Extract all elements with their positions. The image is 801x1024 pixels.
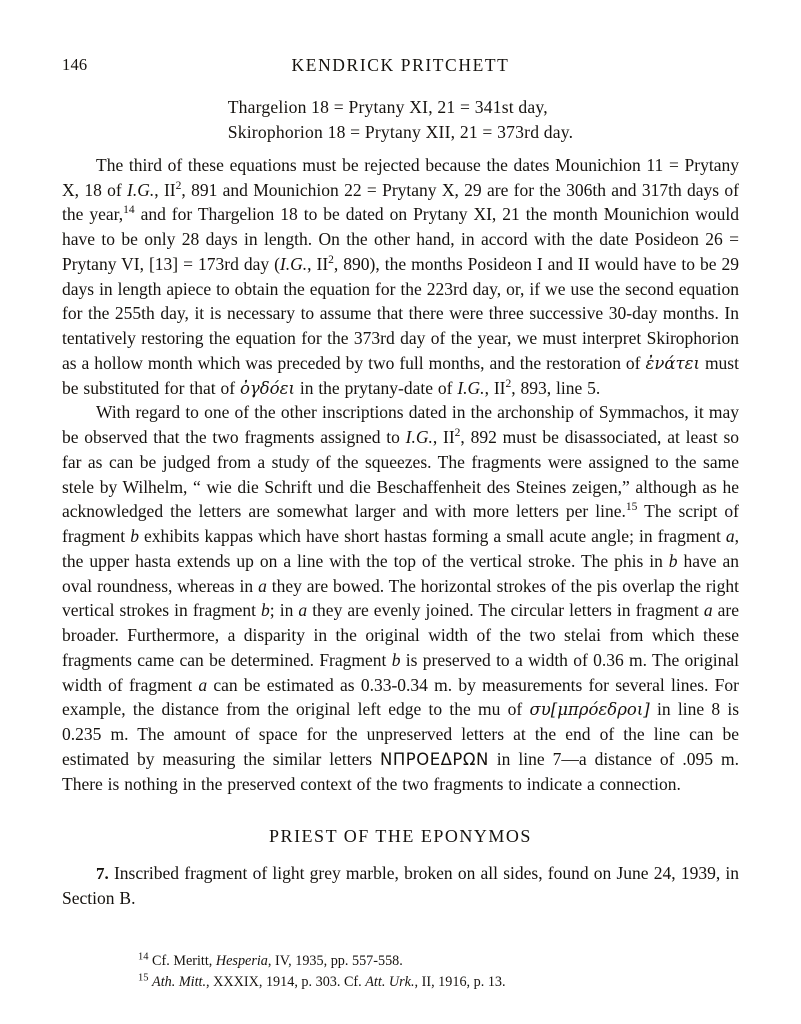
catalog-number: 7. <box>96 864 109 884</box>
folio-number: 146 <box>62 55 88 74</box>
section-heading: PRIEST OF THE EPONYMOS <box>269 826 532 847</box>
text-run: can be estimated as 0.33-0.34 m. by measurements for several lines. For example, the distance from the original left edge to the mu of <box>62 674 739 720</box>
greek-epigraphic-letters: ΝΠΡΟΕΔΡΩΝ <box>380 749 489 769</box>
citation-ig: I.G. <box>279 253 308 274</box>
footnote-ref-15: 15 <box>625 501 638 514</box>
text-run: in the prytany-date of <box>294 377 458 398</box>
text-run: , II <box>154 179 176 200</box>
superscript: 2 <box>175 179 182 192</box>
journal-title: Att. Urk. <box>365 973 415 990</box>
fragment-label-b: b <box>391 649 401 670</box>
superscript: 2 <box>454 427 461 440</box>
text-run: , II <box>307 253 329 274</box>
journal-title: Hesperia <box>215 953 268 970</box>
text-run: in line 7—a distance of .095 m. There is nothing in the preserved context of the two fragments to indicate a connection. <box>62 748 739 794</box>
greek-word-enatei: ἐνάτει <box>645 353 700 373</box>
equation-line: Thargelion 18 = Prytany XI, 21 = 341st day, <box>227 97 548 117</box>
text-run: Inscribed fragment of light grey marble, broken on all sides, found on June 24, 1939, in Section <box>62 863 739 909</box>
footnote-14 <box>138 951 739 972</box>
paragraph-third-equation <box>62 153 739 401</box>
superscript: 2 <box>505 377 512 390</box>
fragment-label-a: a <box>725 526 735 547</box>
text-run: , II, 1916, p. 13. <box>414 973 506 990</box>
journal-title: Ath. Mitt. <box>152 973 207 990</box>
paragraph-fragments <box>62 400 739 796</box>
text-run: , IV, 1935, pp. 557-558. <box>267 953 403 970</box>
citation-ig: I.G. <box>127 179 155 200</box>
text-run: , II <box>432 427 455 448</box>
text-run: they are bowed. The horizontal strokes of the pis overlap the right vertical strokes in fragment <box>62 575 739 621</box>
fragment-label-b: b <box>668 550 678 571</box>
greek-word-ogdoei: ὀγδόει <box>239 378 295 398</box>
text-run: With regard to one of the other inscriptions dated in the archonship of Symmachos, it may be observed that the two fragments assigned to <box>62 402 739 448</box>
text-run: . <box>131 888 136 909</box>
text-run: , II <box>484 377 506 398</box>
footnote-ref-14: 14 <box>123 204 135 217</box>
text-run: The third of these equations must be rejected because the dates Mounichion 11 = Prytany X, 18 of <box>62 154 739 200</box>
text-run: , XXXIX, 1914, p. 303. Cf. <box>206 973 366 990</box>
text-run: and for Thargelion 18 to be dated on Prytany XI, 21 the month Mounichion would have to be only 28 days in length. On the other hand, in accord with the date Posideon 26 = Prytany VI, [13] = 173rd day ( <box>62 204 739 274</box>
fragment-label-a: a <box>258 575 267 596</box>
text-run: is preserved to a width of 0.36 m. The original width of fragment <box>62 649 739 695</box>
running-head: KENDRICK PRITCHETT <box>291 55 510 75</box>
catalog-entry-7 <box>62 861 739 911</box>
fragment-label-b: b <box>261 600 270 621</box>
text-run: , 892 must be disassociated, at least so far as can be judged from a study of the squeezes. The fragments were assigned to the same stele by Wilhelm, “ wie die Schrift und die Beschaffenheit des Steines zeigen,” although as he acknowledged the letters are somewhat larger and with more letters per line. <box>62 427 740 522</box>
page-header <box>62 55 739 85</box>
fragment-label-a: a <box>703 600 713 621</box>
text-run: they are evenly joined. The circular letters in fragment <box>307 600 704 621</box>
greek-word-symproedroi: συ[μπρόεδροι] <box>529 700 650 720</box>
citation-ig: I.G. <box>457 377 485 398</box>
text-run: Cf. Meritt, <box>148 953 216 970</box>
text-run: exhibits kappas which have short hastas forming a small acute angle; in fragment <box>138 526 726 547</box>
superscript: 2 <box>328 254 334 267</box>
fragment-label-b: b <box>130 526 139 547</box>
text-run: , 890), the months Posideon I and II would have to be 29 days in length apiece to obtain the equation for the 223rd day, or, if we use the second equation for the 255th day, it is necessary to assume that there were three successive 30-day months. In tentatively restoring the equation for the 373rd day of the year, we must interpret Skirophorion as a hollow month which was preceded by two full months, and the restoration of <box>62 253 739 373</box>
text-run: are broader. Furthermore, a disparity in the original width of the two stelai from which these fragments came can be determined. Fragment <box>62 600 739 670</box>
footnote-marker: 14 <box>138 951 149 963</box>
section-letter: B <box>119 888 132 909</box>
text-run: ; in <box>269 600 299 621</box>
footnote-15 <box>138 972 739 993</box>
footnote-marker: 15 <box>138 972 149 984</box>
footnotes <box>62 951 739 992</box>
text-run: , the upper hasta extends up on a line with the top of the vertical stroke. The phis in <box>62 526 739 571</box>
equation-block <box>62 95 739 145</box>
citation-ig: I.G. <box>405 427 433 448</box>
text-run: have an oval roundness, whereas in <box>62 550 739 596</box>
text-run: , 893, line 5. <box>511 377 601 398</box>
equation-line: Skirophorion 18 = Prytany XII, 21 = 373rd day. <box>227 121 574 142</box>
text-run: must be substituted for that of <box>62 352 739 398</box>
text-run: in line 8 is 0.235 m. The amount of space for the unpreserved letters at the end of the line can be estimated by measuring the similar letters <box>62 699 740 769</box>
text-run: , 891 and Mounichion 22 = Prytany X, 29 are for the 306th and 317th days of the year, <box>62 179 740 225</box>
fragment-label-a: a <box>198 674 208 695</box>
fragment-label-a: a <box>298 600 308 621</box>
text-run: The script of fragment <box>62 501 739 547</box>
